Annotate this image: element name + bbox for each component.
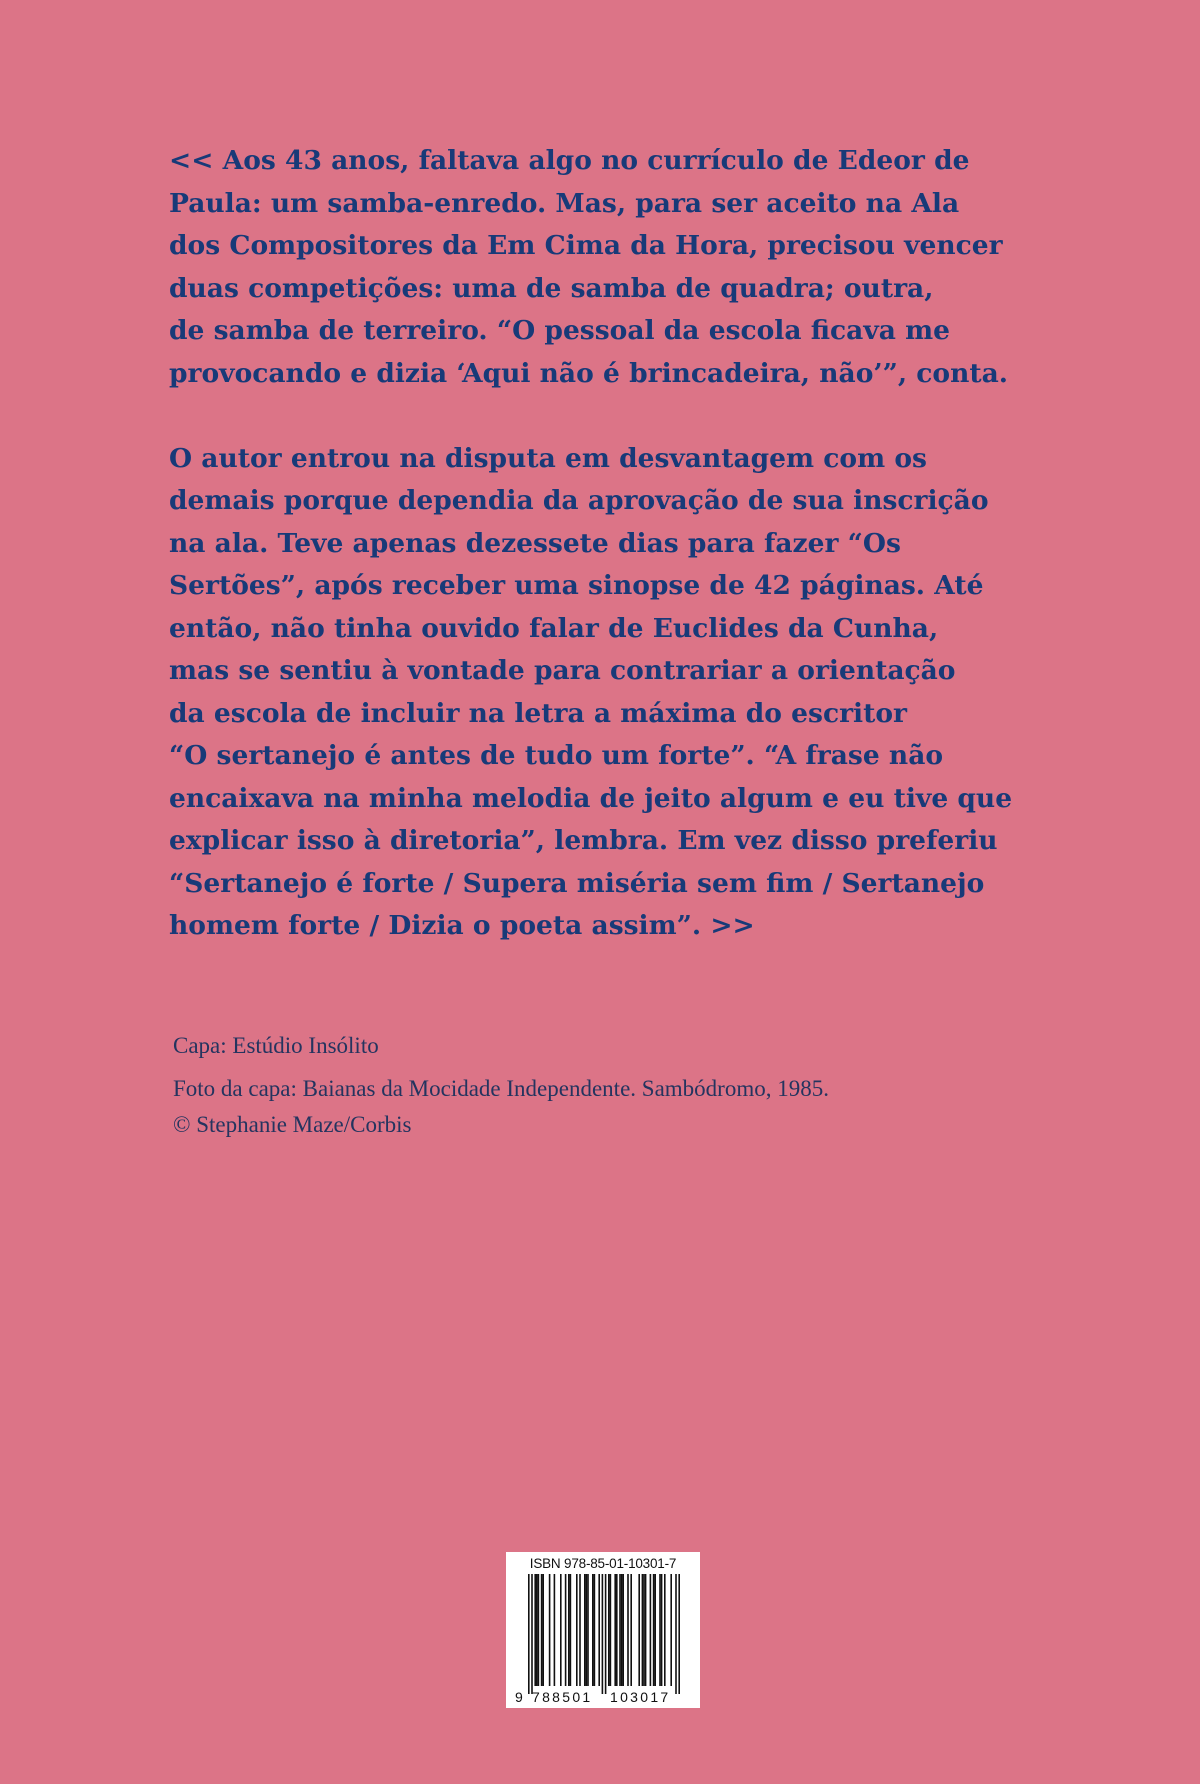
barcode-bar — [541, 1574, 543, 1686]
blurb-line: então, não tinha ouvido falar de Euclides da Cunha, — [169, 612, 939, 644]
barcode-bar — [570, 1574, 572, 1686]
paragraph-spacer — [169, 395, 1069, 438]
barcode-bar — [653, 1574, 655, 1686]
barcode-bar — [638, 1574, 640, 1686]
blurb-line: da escola de incluir na letra a máxima do escritor — [169, 697, 908, 729]
blurb-line: encaixava na minha melodia de jeito algum e eu tive que — [169, 782, 1013, 814]
blurb-line: O autor entrou na disputa em desvantagem com os — [169, 442, 927, 474]
barcode-bar — [560, 1574, 562, 1686]
barcode-digits-right: 103017 — [610, 1689, 671, 1705]
barcode-bar — [650, 1574, 652, 1686]
cover-photo-credit: Foto da capa: Baianas da Mocidade Independente. Sambódromo, 1985. — [173, 1076, 829, 1101]
barcode-bar — [630, 1574, 632, 1686]
cover-credits — [173, 1028, 829, 1143]
barcode-bar — [661, 1574, 663, 1686]
blurb-line: homem forte / Dizia o poeta assim”. >> — [169, 910, 755, 941]
barcode-bar — [659, 1574, 661, 1686]
barcode-bar — [568, 1574, 570, 1686]
barcode-bar — [678, 1574, 680, 1694]
barcode-bar — [531, 1574, 533, 1694]
cover-design-credit: Capa: Estúdio Insólito — [173, 1033, 379, 1058]
barcode-bar — [587, 1574, 589, 1686]
barcode-bar — [542, 1574, 544, 1686]
isbn-label: ISBN 978-85-01-10301-7 — [529, 1556, 677, 1571]
blurb-line: mas se sentiu à vontade para contrariar a orientação — [169, 655, 956, 686]
barcode-bar — [576, 1574, 578, 1686]
barcode-bar — [605, 1574, 607, 1694]
blurb-line: << Aos 43 anos, faltava algo no currículo de Edeor de — [169, 145, 970, 176]
blurb-line: de samba de terreiro. “O pessoal da escola ficava me — [169, 315, 951, 346]
blurb-line: na ala. Teve apenas dezessete dias para fazer “Os — [169, 527, 901, 559]
barcode-bar — [536, 1574, 538, 1686]
barcode-bar — [619, 1574, 621, 1686]
barcode-bar — [549, 1574, 551, 1686]
barcode-bar — [664, 1574, 666, 1686]
blurb-line: Sertões”, após receber uma sinopse de 42 páginas. Até — [169, 570, 984, 601]
copyright-credit: © Stephanie Maze/Corbis — [173, 1112, 412, 1137]
barcode-bar — [627, 1574, 629, 1686]
barcode-bar — [534, 1574, 536, 1686]
back-cover-blurb — [169, 140, 1069, 948]
barcode-bar — [654, 1574, 656, 1686]
isbn-barcode — [506, 1552, 700, 1708]
barcode-bar — [579, 1574, 581, 1686]
barcode-bar — [614, 1574, 616, 1686]
barcode-bar — [642, 1574, 644, 1686]
blurb-line: “O sertanejo é antes de tudo um forte”. “A frase não — [169, 740, 944, 771]
barcode-bar — [594, 1574, 596, 1686]
barcode-bar — [554, 1574, 556, 1686]
blurb-line: “Sertanejo é forte / Supera miséria sem fim / Sertanejo — [169, 867, 985, 899]
barcode-bar — [622, 1574, 624, 1686]
barcode-bar — [528, 1574, 530, 1694]
blurb-line: Paula: um samba-enredo. Mas, para ser aceito na Ala — [169, 187, 960, 219]
barcode-bar — [608, 1574, 610, 1686]
barcode-bar — [565, 1574, 567, 1686]
barcode-bar — [598, 1574, 600, 1686]
blurb-line: duas competições: uma de samba de quadra; outra, — [169, 272, 934, 304]
barcode-bar — [602, 1574, 604, 1694]
blurb-line: dos Compositores da Em Cima da Hora, precisou vencer — [169, 230, 1003, 261]
barcode-digits-left: 788501 — [532, 1689, 593, 1705]
blurb-line: provocando e dizia ‘Aqui não é brincadeira, não’”, conta. — [169, 357, 1009, 389]
barcode-bar — [616, 1574, 618, 1686]
barcode-bar — [586, 1574, 588, 1686]
barcode-bar — [643, 1574, 645, 1686]
barcode-bar — [645, 1574, 647, 1686]
barcode-bar — [584, 1574, 586, 1686]
barcode-bar — [621, 1574, 623, 1686]
blurb-line: explicar isso à diretoria”, lembra. Em vez disso preferiu — [169, 825, 998, 856]
blurb-line: demais porque dependia da aprovação de sua inscrição — [169, 485, 989, 516]
barcode-bar — [670, 1574, 672, 1686]
barcode-bar — [538, 1574, 540, 1686]
barcode-bars — [514, 1574, 692, 1694]
barcode-digit-first: 9 — [515, 1689, 523, 1705]
barcode-bar — [592, 1574, 594, 1686]
barcode-bar — [675, 1574, 677, 1694]
barcode-bar — [610, 1574, 612, 1686]
